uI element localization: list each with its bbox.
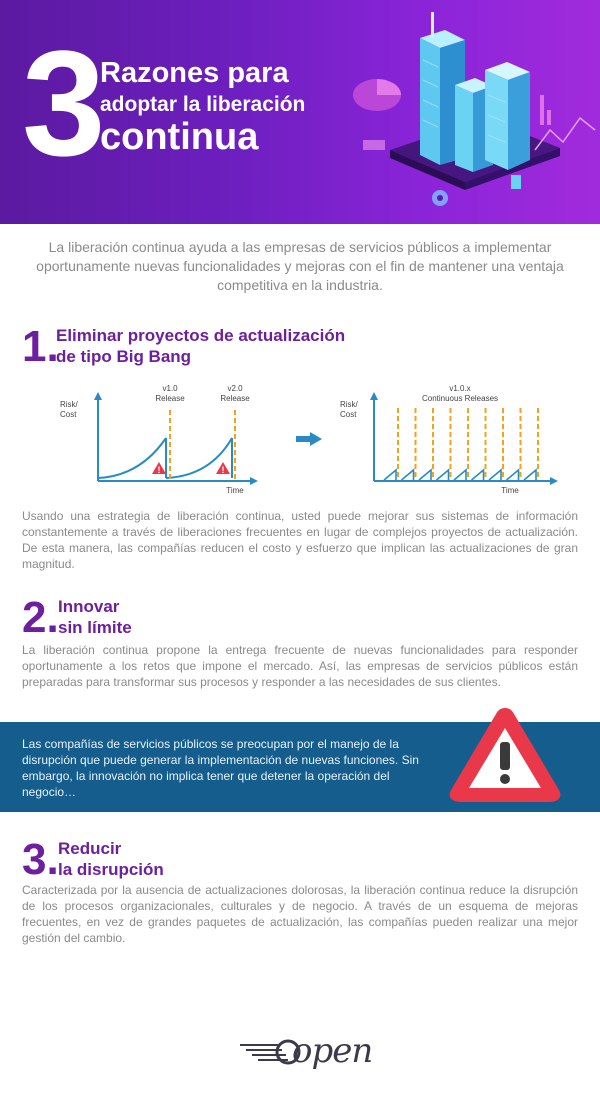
increment-curve [419, 470, 431, 480]
section2-body: La liberación continua propone la entrega frecuente de nuevas funcionalidades para responder oportunamente a los retos que impone el mercado. Así, las empresas de servicios públicos están preparadas para transformar sus procesos y responder a las necesidades de sus clientes. [22, 643, 578, 689]
section2-title-line2: sin límite [58, 618, 132, 637]
x-axis-label: Time [226, 486, 244, 495]
y-axis-label-line2: Cost [60, 410, 77, 419]
release-v1-label [150, 384, 190, 404]
section2-number: 2. [22, 593, 59, 642]
section1-title [56, 325, 345, 367]
y-axis-label-line1: Risk/ [340, 400, 358, 409]
release-v1-line2: Release [155, 394, 185, 403]
increment-curve [524, 470, 536, 480]
y-axis-label-line2: Cost [340, 410, 357, 419]
y-axis-label-line1: Risk/ [60, 400, 78, 409]
section3-title [58, 838, 164, 880]
continuous-release-line2: Continuous Releases [421, 394, 499, 403]
svg-text:!: ! [221, 465, 225, 475]
increment-curve [454, 470, 466, 480]
continuous-release-diagram [340, 378, 580, 498]
hero-title [100, 58, 305, 158]
x-axis-label: Time [501, 486, 519, 495]
section1-number: 1. [22, 322, 59, 371]
increment-curve [472, 470, 484, 480]
increment-curve [402, 470, 414, 480]
section3-title-line2: la disrupción [58, 860, 164, 879]
release-v1-line1: v1.0 [162, 384, 178, 393]
hero-banner [0, 0, 600, 224]
warning-icon [152, 462, 166, 475]
release-v2-line1: v2.0 [227, 384, 243, 393]
hero-title-line2: adoptar la liberación [100, 93, 306, 117]
hero-title-line1: Razones para [100, 57, 289, 89]
release-v2-line2: Release [220, 394, 250, 403]
y-axis-label [60, 400, 96, 420]
continuous-release-label [400, 384, 520, 404]
hero-number: 3 [22, 19, 106, 187]
continuous-release-line1: v1.0.x [449, 384, 471, 393]
open-logo-text: open [292, 1031, 373, 1071]
increment-curve [507, 470, 519, 480]
disruption-band-text: Las compañías de servicios públicos se preocupan por el manejo de la disrupción que puede generar la implementación de nuevas funciones. Sin embargo, la innovación no implica tener que detener la operación del negocio… [22, 737, 419, 799]
section2-title-line1: Innovar [58, 597, 120, 616]
increment-curve [489, 470, 501, 480]
section3-body: Caracterizada por la ausencia de actualizaciones dolorosas, la liberación continua reduce la disrupción de los procesos organizacionales, culturales y de negocio. A través de un esquema de mejoras frecuentes, en vez de grandes paquetes de actualización, las compañías pueden realizar una mejor gestión del cambio. [22, 883, 578, 945]
section1-body: Usando una estrategia de liberación continua, usted puede mejorar sus sistemas de información constantemente a través de liberaciones frecuentes en lugar de complejos proyectos de actualización. De esta manera, las compañías reducen el costo y esfuerzo que implican las actualizaciones de gran magnitud. [22, 509, 578, 571]
intro-paragraph: La liberación continua ayuda a las empresas de servicios públicos a implementar oportunamente nuevas funcionalidades y mejoras con el fin de mantener una ventaja competitiva en la industria. [36, 239, 564, 293]
section1-title-line1: Eliminar proyectos de actualización [56, 326, 346, 345]
section2-title [58, 596, 132, 638]
release-v2-label [215, 384, 255, 404]
warning-icon [216, 462, 230, 475]
big-bang-diagram [60, 378, 260, 498]
section3-number: 3. [22, 835, 59, 884]
increment-curve [437, 470, 449, 480]
warning-icon [446, 702, 564, 806]
section3-title-line1: Reducir [58, 839, 122, 858]
increment-curve [384, 470, 396, 480]
y-axis-label [340, 400, 374, 420]
section1-title-line2: de tipo Big Bang [56, 347, 192, 366]
hero-title-line3: continua [100, 116, 259, 159]
arrow-right-icon [296, 432, 322, 446]
svg-text:!: ! [157, 465, 161, 475]
city-buildings-illustration [345, 0, 600, 224]
